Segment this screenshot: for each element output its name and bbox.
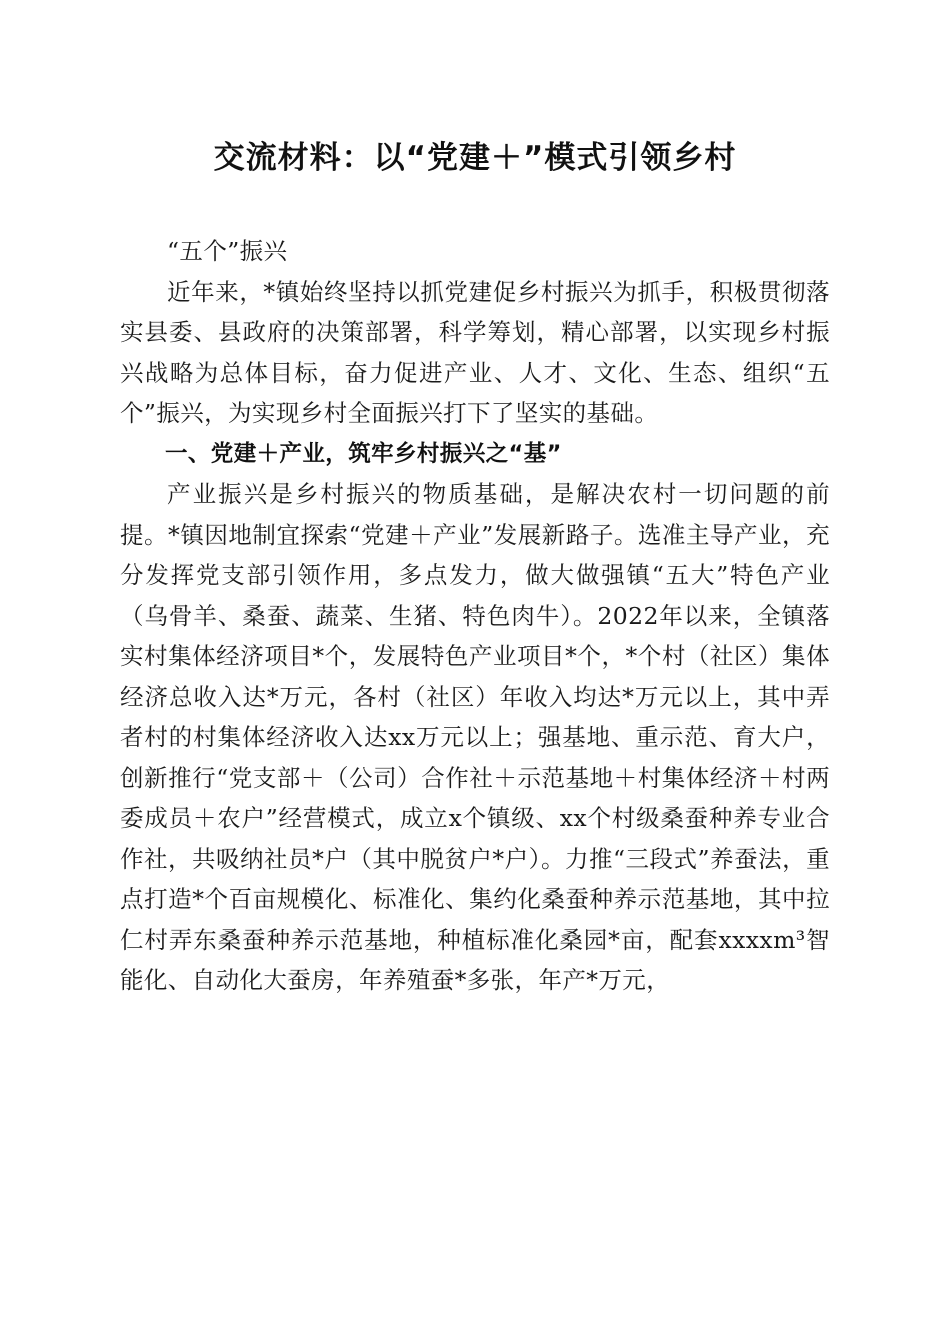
document-title: 交流材料：以“党建＋”模式引领乡村	[213, 140, 737, 176]
intro-paragraph: 近年来，*镇始终坚持以抓党建促乡村振兴为抓手，积极贯彻落实县委、县政府的决策部署，科学筹划，精心部署，以实现乡村振兴战略为总体目标，奋力促进产业、人才、文化、生态、组织“五个”振兴，为实现乡村全面振兴打下了坚实的基础。	[120, 277, 830, 427]
subtitle-line: “五个”振兴	[167, 237, 288, 265]
section-1-paragraph: 产业振兴是乡村振兴的物质基础，是解决农村一切问题的前提。*镇因地制宜探索“党建＋产业”发展新路子。选准主导产业，充分发挥党支部引领作用，多点发力，做大做强镇“五大”特色产业（乌骨羊、桑蚕、蔬菜、生猪、特色肉牛）。2022年以来，全镇落实村集体经济项目*个，发展特色产业项目*个，*个村（社区）集体经济总收入达*万元，各村（社区）年收入均达*万元以上，其中弄者村的村集体经济收入达xx万元以上；强基地、重示范、育大户，创新推行“党支部＋（公司）合作社＋示范基地＋村集体经济＋村两委成员＋农户”经营模式，成立x个镇级、xx个村级桑蚕种养专业合作社，共吸纳社员*户（其中脱贫户*户）。力推“三段式”养蚕法，重点打造*个百亩规模化、标准化、集约化桑蚕种养示范基地，其中拉仁村弄东桑蚕种养示范基地，种植标准化桑园*亩，配套xxxxm³智能化、自动化大蚕房，年养殖蚕*多张，年产*万元，	[120, 480, 830, 994]
document-body	[120, 231, 830, 1001]
section-1-heading: 一、党建＋产业，筑牢乡村振兴之“基”	[165, 440, 562, 467]
